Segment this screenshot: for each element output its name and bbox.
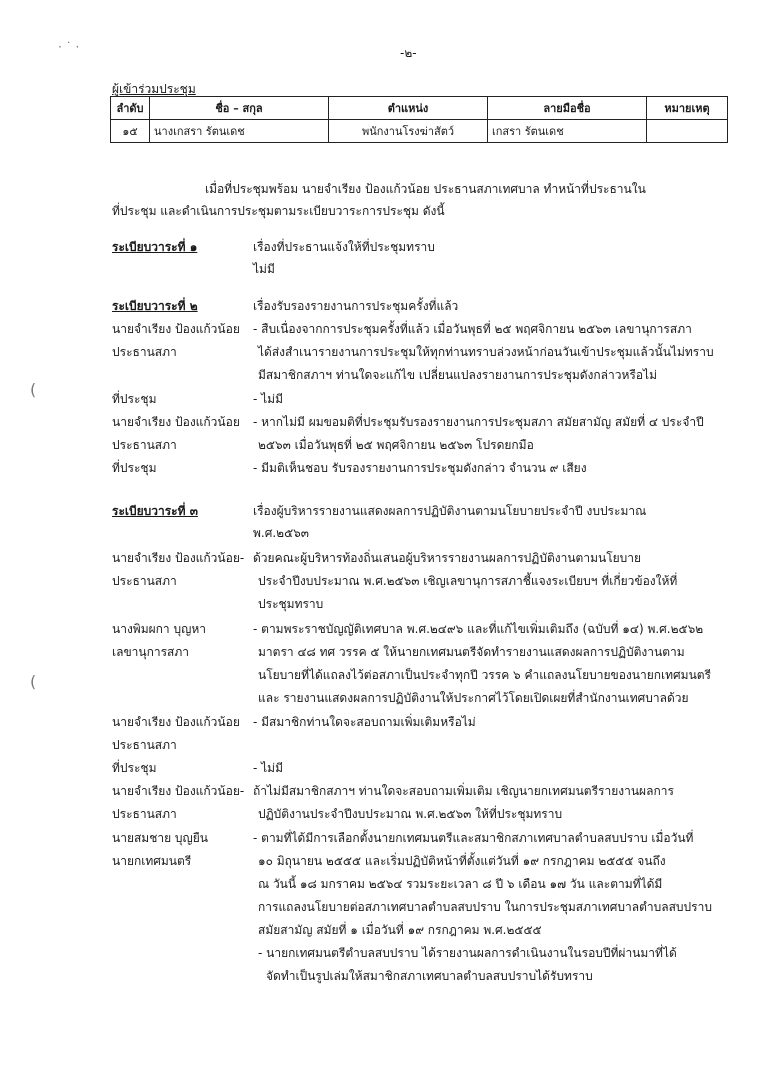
agenda1-label: ระเบียบวาระที่ ๑: [112, 240, 198, 254]
statement-line: ได้ส่งสำเนารายงานการประชุมให้ทุกท่านทราบล่วงหน้าก่อนวันเข้าประชุมแล้วนั้นไม่ทราบ: [258, 345, 714, 359]
speaker-name: นายจำเรียง ป้องแก้วน้อย: [112, 715, 240, 729]
attendees-title: ผู้เข้าร่วมประชุม: [112, 82, 196, 96]
statement-line: จัดทำเป็นรูปเล่มให้สมาชิกสภาเทศบาลตำบลสบปราบได้รับทราบ: [266, 969, 593, 983]
speaker-name: นายสมชาย บุญยืน: [112, 831, 209, 845]
col-header-signature: ลายมือชื่อ: [488, 97, 647, 120]
agenda1-note: ไม่มี: [253, 262, 275, 276]
table-header-row: [111, 97, 728, 120]
punch-hole-mark: (: [30, 672, 37, 691]
page-number: -๒-: [400, 46, 417, 60]
agenda3-label: ระเบียบวาระที่ ๓: [112, 504, 198, 518]
speaker-name: นายจำเรียง ป้องแก้วน้อย-: [112, 551, 245, 565]
speaker-role: เลขานุการสภา: [112, 645, 190, 659]
statement-line: ด้วยคณะผู้บริหารท้องถิ่นเสนอผู้บริหารรายงานผลการปฏิบัติงานตามนโยบาย: [253, 551, 642, 565]
cell-name: นางเกสรา รัตนเดช: [150, 120, 329, 143]
speaker-role: ประธานสภา: [112, 574, 177, 588]
agenda3-title: เรื่องผู้บริหารรายงานแสดงผลการปฏิบัติงานตามนโยบายประจำปี งบประมาณ: [253, 504, 647, 518]
punch-hole-mark: (: [30, 380, 37, 399]
statement-line: ๑๐ มิถุนายน ๒๕๕๕ และเริ่มปฏิบัติหน้าที่ตั้งแต่วันที่ ๑๙ กรกฎาคม ๒๕๕๕ จนถึง: [258, 854, 666, 868]
speaker-name: นางพิมผกา บุญหา: [112, 622, 206, 636]
speaker-name: นายจำเรียง ป้องแก้วน้อย: [112, 415, 240, 429]
col-header-position: ตำแหน่ง: [329, 97, 488, 120]
statement-line: - หากไม่มี ผมขอมติที่ประชุมรับรองรายงานการประชุมสภา สมัยสามัญ สมัยที่ ๔ ประจำปี: [253, 415, 704, 429]
speaker-name: ที่ประชุม: [112, 392, 157, 406]
speaker-role: ประธานสภา: [112, 807, 177, 821]
statement-line: - มีมติเห็นชอบ รับรองรายงานการประชุมดังกล่าว จำนวน ๙ เสียง: [253, 461, 587, 475]
statement-line: นโยบายที่ได้แถลงไว้ต่อสภาเป็นประจำทุกปี วรรค ๖ คำแถลงนโยบายของนายกเทศมนตรี: [258, 668, 712, 682]
cell-position: พนักงานโรงฆ่าสัตว์: [329, 120, 488, 143]
speaker-name: นายจำเรียง ป้องแก้วน้อย: [112, 322, 240, 336]
agenda3-title: พ.ศ.๒๕๖๓: [253, 526, 309, 540]
statement-line: - ไม่มี: [253, 392, 283, 406]
col-header-name: ชื่อ – สกุล: [150, 97, 329, 120]
speaker-name: ที่ประชุม: [112, 461, 157, 475]
statement-line: - มีสมาชิกท่านใดจะสอบถามเพิ่มเติมหรือไม่: [253, 715, 476, 729]
intro-line-2: ที่ประชุม และดำเนินการประชุมตามระเบียบวาระการประชุม ดังนี้: [112, 204, 445, 218]
statement-line: - สืบเนื่องจากการประชุมครั้งที่แล้ว เมื่อวันพุธที่ ๒๕ พฤศจิกายน ๒๕๖๓ เลขานุการสภา: [253, 322, 692, 336]
agenda2-label: ระเบียบวาระที่ ๒: [112, 299, 198, 313]
speaker-role: ประธานสภา: [112, 438, 177, 452]
agenda2-title: เรื่องรับรองรายงานการประชุมครั้งที่แล้ว: [253, 299, 459, 313]
statement-line: ปฏิบัติงานประจำปีงบประมาณ พ.ศ.๒๕๖๓ ให้ที่ประชุมทราบ: [258, 807, 563, 821]
statement-line: - ตามพระราชบัญญัติเทศบาล พ.ศ.๒๔๙๖ และที่แก้ไขเพิ่มเติมถึง (ฉบับที่ ๑๔) พ.ศ.๒๕๖๒: [253, 622, 704, 636]
speaker-role: ประธานสภา: [112, 738, 177, 752]
col-header-remark: หมายเหตุ: [647, 97, 728, 120]
statement-line: ถ้าไม่มีสมาชิกสภาฯ ท่านใดจะสอบถามเพิ่มเติม เชิญนายกเทศมนตรีรายงานผลการ: [253, 784, 674, 798]
statement-line: มาตรา ๔๘ ทศ วรรค ๕ ให้นายกเทศมนตรีจัดทำรายงานแสดงผลการปฏิบัติงานตาม: [258, 645, 685, 659]
agenda1-title: เรื่องที่ประธานแจ้งให้ที่ประชุมทราบ: [253, 240, 435, 254]
scan-speck: · ˙ ·: [58, 40, 80, 54]
statement-line: มีสมาชิกสภาฯ ท่านใดจะแก้ไข เปลี่ยนแปลงรายงานการประชุมดังกล่าวหรือไม่: [258, 368, 658, 382]
cell-remark: [647, 120, 728, 143]
table-row: [111, 120, 728, 143]
statement-line: - นายกเทศมนตรีตำบลสบปราบ ได้รายงานผลการดำเนินงานในรอบปีที่ผ่านมาที่ได้: [258, 946, 677, 960]
cell-order: ๑๕: [111, 120, 150, 143]
speaker-role: นายกเทศมนตรี: [112, 854, 192, 868]
cell-signature: เกสรา รัตนเดช: [488, 120, 647, 143]
statement-line: สมัยสามัญ สมัยที่ ๑ เมื่อวันที่ ๑๙ กรกฎาคม พ.ศ.๒๕๕๕: [258, 923, 542, 937]
statement-line: ณ วันนี้ ๑๘ มกราคม ๒๕๖๔ รวมระยะเวลา ๘ ปี ๖ เดือน ๑๗ วัน และตามที่ได้มี: [258, 877, 663, 891]
speaker-name: ที่ประชุม: [112, 761, 157, 775]
statement-line: การแถลงนโยบายต่อสภาเทศบาลตำบลสบปราบ ในการประชุมสภาเทศบาลตำบลสบปราบ: [258, 900, 712, 914]
statement-line: ๒๕๖๓ เมื่อวันพุธที่ ๒๕ พฤศจิกายน ๒๕๖๓ โปรดยกมือ: [258, 438, 534, 452]
statement-line: ประจำปีงบประมาณ พ.ศ.๒๕๖๓ เชิญเลขานุการสภาชี้แจงระเบียบฯ ที่เกี่ยวข้องให้ที่: [258, 574, 678, 588]
speaker-role: ประธานสภา: [112, 345, 177, 359]
statement-line: - ไม่มี: [253, 761, 283, 775]
statement-line: และ รายงานแสดงผลการปฏิบัติงานให้ประกาศไว้โดยเปิดเผยที่สำนักงานเทศบาลด้วย: [258, 691, 689, 705]
col-header-order: ลำดับ: [111, 97, 150, 120]
attendees-table: [110, 96, 728, 143]
intro-line-1: เมื่อที่ประชุมพร้อม นายจำเรียง ป้องแก้วน้อย ประธานสภาเทศบาล ทำหน้าที่ประธานใน: [205, 182, 646, 196]
statement-line: - ตามที่ได้มีการเลือกตั้งนายกเทศมนตรีและสมาชิกสภาเทศบาลตำบลสบปราบ เมื่อวันที่: [253, 831, 694, 845]
statement-line: ประชุมทราบ: [258, 597, 324, 611]
speaker-name: นายจำเรียง ป้องแก้วน้อย-: [112, 784, 245, 798]
